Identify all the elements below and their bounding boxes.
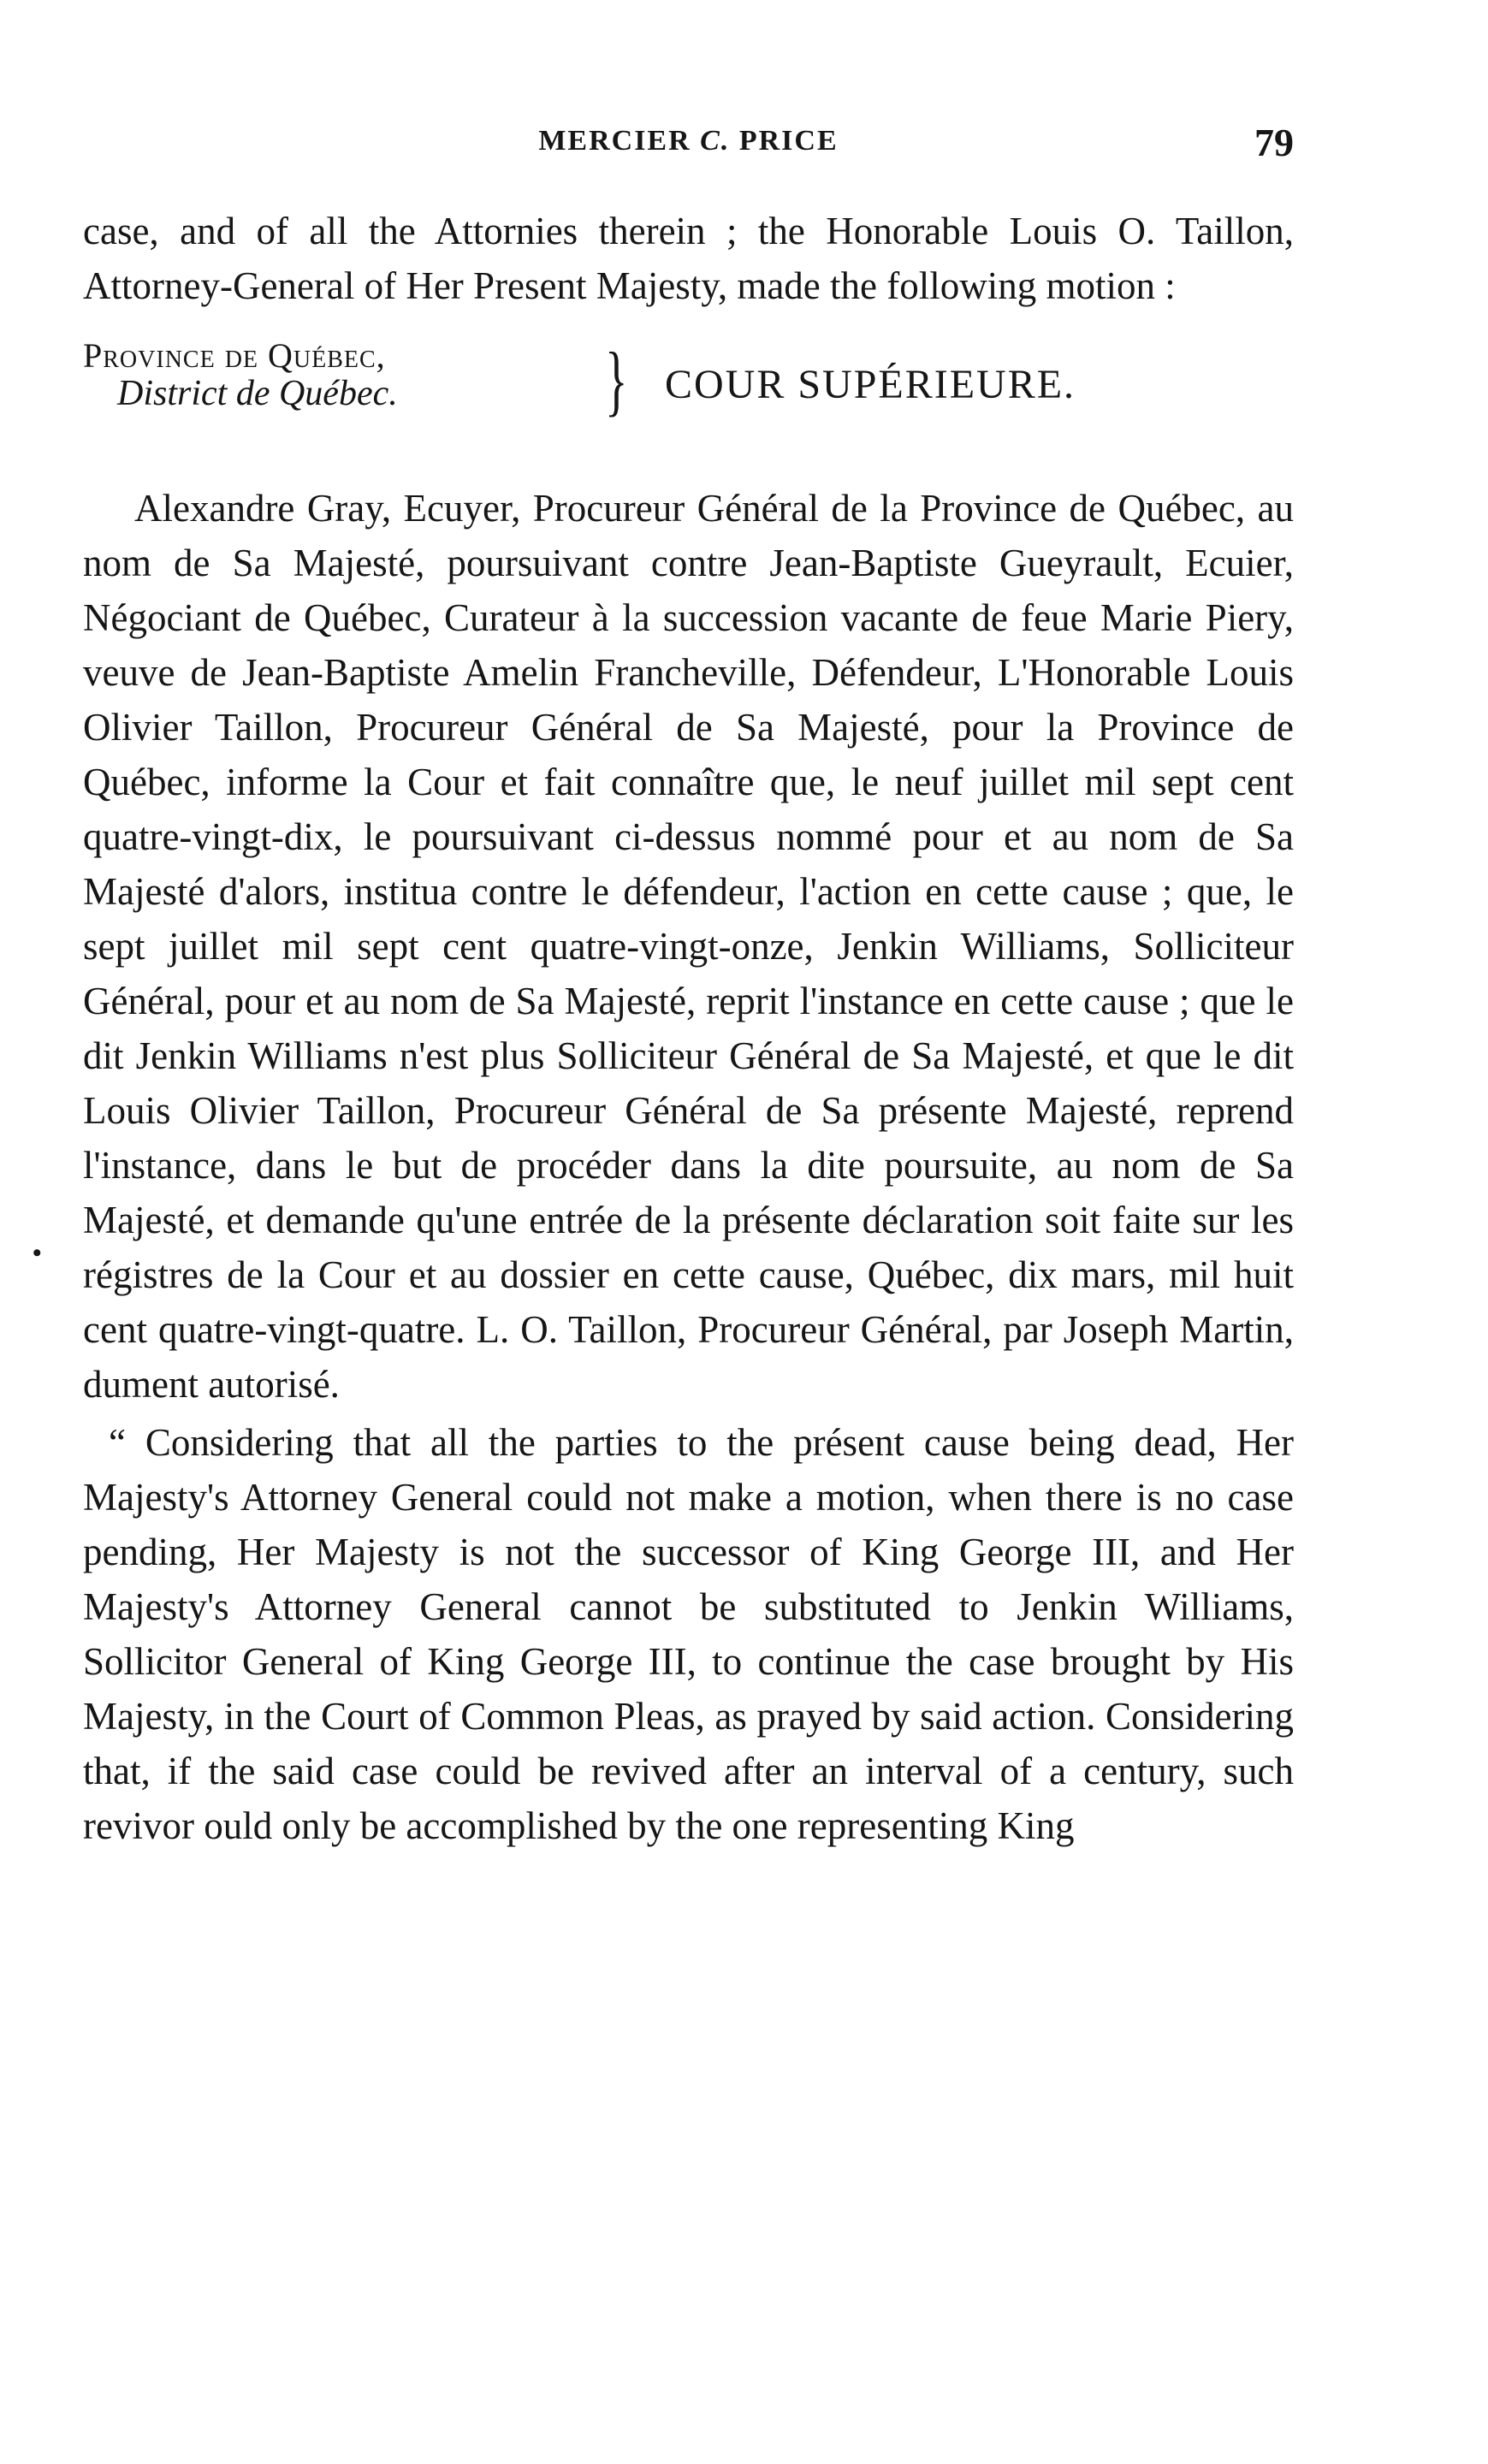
margin-mark: •: [33, 1239, 42, 1267]
caption-brace: }: [605, 336, 628, 424]
running-head: [83, 125, 1294, 157]
running-head-right: PRICE: [738, 125, 839, 157]
province-label: Province de Québec,: [83, 336, 386, 375]
running-head-vs: C.: [700, 125, 731, 157]
court-title: COUR SUPÉRIEURE.: [665, 362, 1076, 407]
opening-paragraph: case, and of all the Attornies therein ; the Honorable Louis O. Taillon, Attorney-General of Her Present Majesty, made the following motion :: [83, 210, 1294, 307]
french-declaration-paragraph: Alexandre Gray, Ecuyer, Procureur Général de la Province de Québec, au nom de Sa Majesté, poursuivant contre Jean-Baptiste Gueyrault, Ecuier, Négociant de Québec, Curateur à la succession vacante de feue Marie Piery, veuve de Jean-Baptiste Amelin Francheville, Défendeur, L'Honorable Louis Olivier Taillon, Procureur Général de Sa Majesté, pour la Province de Québec, informe la Cour et fait connaître que, le neuf juillet mil sept cent quatre-vingt-dix, le poursuivant ci-dessus nommé pour et au nom de Sa Majesté d'alors, institua contre le défendeur, l'action en cette cause ; que, le sept juillet mil sept cent quatre-vingt-onze, Jenkin Williams, Solliciteur Général, pour et au nom de Sa Majesté, reprit l'instance en cette cause ; que le dit Jenkin Williams n'est plus Solliciteur Général de Sa Majesté, et que le dit Louis Olivier Taillon, Procureur Général de Sa présente Majesté, reprend l'instance, dans le but de procéder dans la dite poursuite, au nom de Sa Majesté, et demande qu'une entrée de la présente déclaration soit faite sur les régistres de la Cour et au dossier en cette cause, Québec, dix mars, mil huit cent quatre-vingt-quatre. L. O. Taillon, Procureur Général, par Joseph Martin, dument autorisé.: [83, 487, 1294, 1406]
court-caption: [83, 335, 1294, 464]
body-text: [83, 204, 1294, 1853]
page-header: [83, 121, 1294, 176]
district-label: District de Québec.: [117, 374, 398, 413]
english-argument-paragraph: “ Considering that all the parties to the présent cause being dead, Her Majesty's Attorney General could not make a motion, when there is no case pending, Her Majesty is not the successor of King George III, and Her Majesty's Attorney General cannot be substituted to Jenkin Williams, Sollicitor General of King George III, to continue the case brought by His Majesty, in the Court of Common Pleas, as prayed by said action. Considering that, if the said case could be revived after an interval of a century, such revivor ould only be accomplished by the one representing King: [83, 1421, 1294, 1847]
page-number: 79: [1254, 121, 1294, 164]
running-head-left: MERCIER: [538, 125, 691, 157]
